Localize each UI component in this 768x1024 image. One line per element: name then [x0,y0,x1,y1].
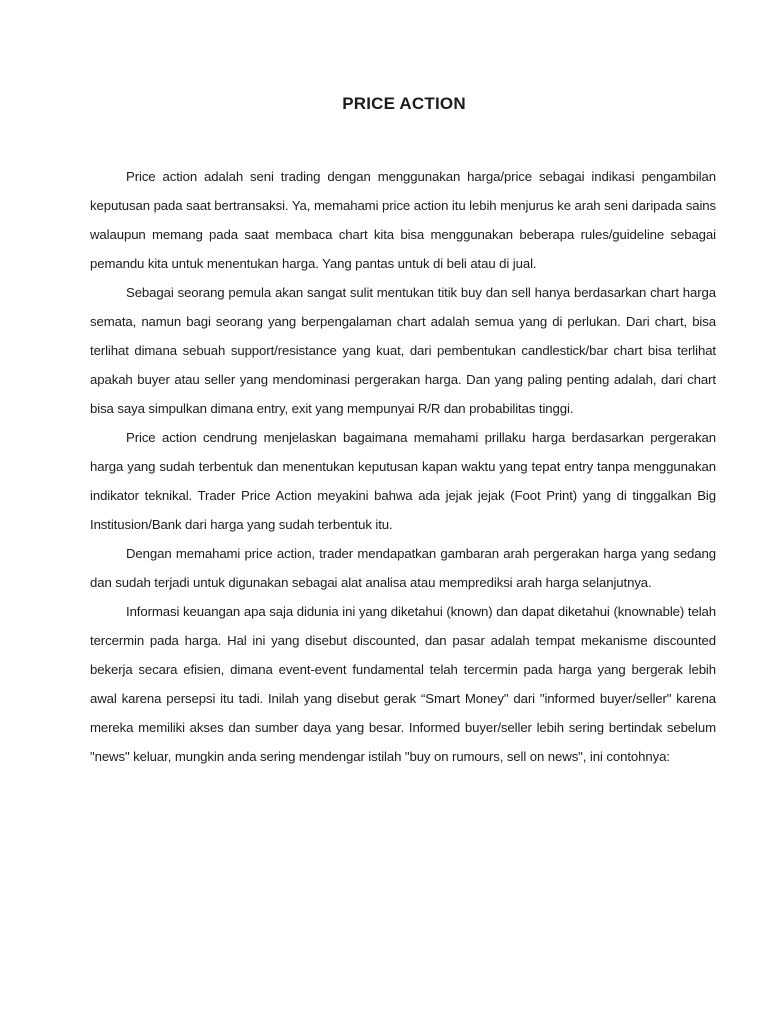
paragraph-5: Informasi keuangan apa saja didunia ini yang diketahui (known) dan dapat diketahui (knownable) telah tercermin pada harga. Hal ini yang disebut discounted, dan pasar adalah tempat mekanisme discounted bekerja secara efisien, dimana event-event fundamental telah tercermin pada harga yang bergerak lebih awal karena persepsi itu tadi. Inilah yang disebut gerak “Smart Money" dari "informed buyer/seller" karena mereka memiliki akses dan sumber daya yang besar. Informed buyer/seller lebih sering bertindak sebelum "news" keluar, mungkin anda sering mendengar istilah "buy on rumours, sell on news", ini contohnya: [90,604,716,764]
paragraph-2: Sebagai seorang pemula akan sangat sulit mentukan titik buy dan sell hanya berdasarkan chart harga semata, namun bagi seorang yang berpengalaman chart adalah semua yang di perlukan. Dari chart, bisa terlihat dimana sebuah support/resistance yang kuat, dari pembentukan candlestick/bar chart bisa terlihat apakah buyer atau seller yang mendominasi pergerakan harga. Dan yang paling penting adalah, dari chart bisa saya simpulkan dimana entry, exit yang mempunyai R/R dan probabilitas tinggi. [90,285,716,416]
document-body [90,162,716,771]
paragraph-4: Dengan memahami price action, trader mendapatkan gambaran arah pergerakan harga yang sedang dan sudah terjadi untuk digunakan sebagai alat analisa atau memprediksi arah harga selanjutnya. [90,546,716,590]
paragraph-3: Price action cendrung menjelaskan bagaimana memahami prillaku harga berdasarkan pergerakan harga yang sudah terbentuk dan menentukan keputusan kapan waktu yang tepat entry tanpa menggunakan indikator teknikal. Trader Price Action meyakini bahwa ada jejak jejak (Foot Print) yang di tinggalkan Big Institusion/Bank dari harga yang sudah terbentuk itu. [90,430,716,532]
paragraph-1: Price action adalah seni trading dengan menggunakan harga/price sebagai indikasi pengambilan keputusan pada saat bertransaksi. Ya, memahami price action itu lebih menjurus ke arah seni daripada sains walaupun memang pada saat membaca chart kita bisa menggunakan beberapa rules/guideline sebagai pemandu kita untuk menentukan harga. Yang pantas untuk di beli atau di jual. [90,169,716,271]
document-title: PRICE ACTION [342,94,466,113]
